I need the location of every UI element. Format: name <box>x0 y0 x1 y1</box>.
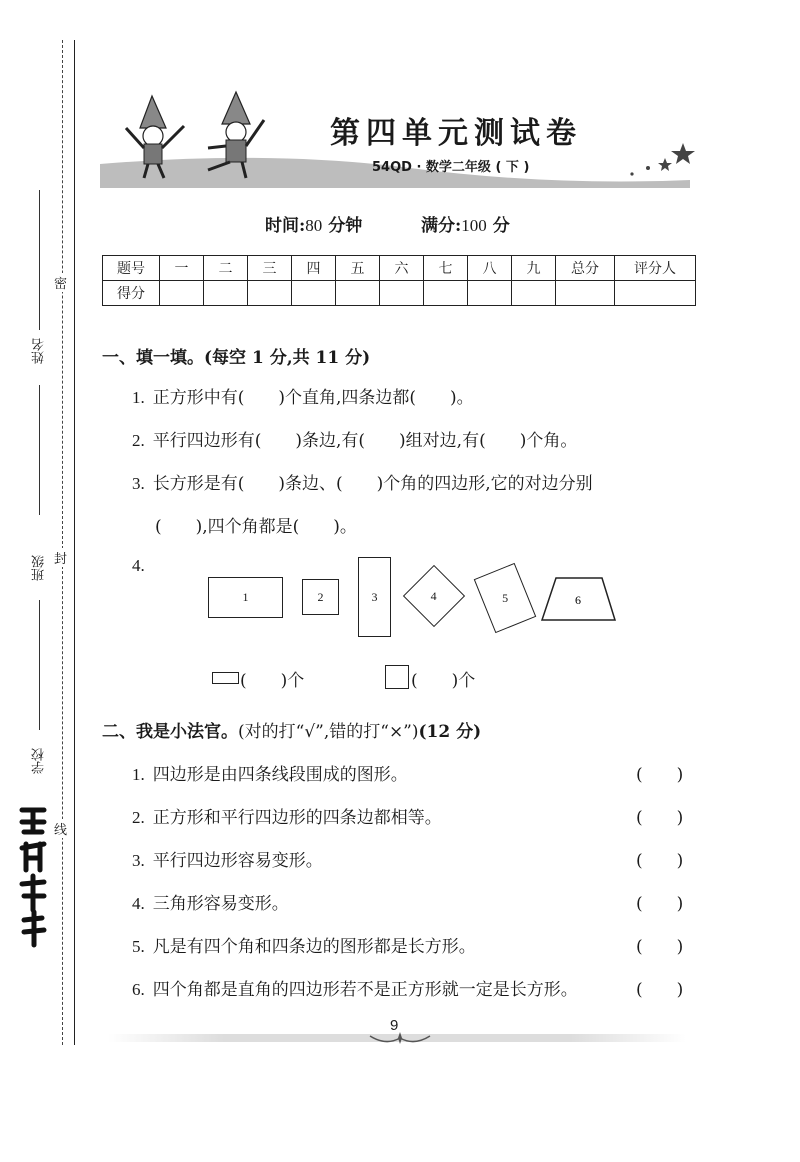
question-1-2: 2. 平行四边形有( )条边,有( )组对边,有( )个角。 <box>132 431 578 451</box>
judge-answer-5[interactable]: ( ) <box>636 937 684 957</box>
binding-line <box>74 40 75 1045</box>
table-header-cell: 九 <box>512 256 556 281</box>
score-cell[interactable] <box>380 281 424 306</box>
score-cell[interactable] <box>615 281 696 306</box>
table-header-cell: 六 <box>380 256 424 281</box>
star-icon <box>630 143 695 176</box>
table-header-cell: 八 <box>468 256 512 281</box>
judge-item-3: 3. 平行四边形容易变形。 <box>132 851 323 871</box>
shape-rectangle-3: 3 <box>358 557 391 637</box>
school-label: 学校 <box>32 748 47 774</box>
judge-item-5: 5. 凡是有四个角和四条边的图形都是长方形。 <box>132 937 476 957</box>
judge-answer-2[interactable]: ( ) <box>636 808 684 828</box>
exam-full-score: 满分:100 分 <box>421 216 510 236</box>
table-row <box>103 281 696 306</box>
score-cell[interactable] <box>336 281 380 306</box>
score-cell[interactable] <box>204 281 248 306</box>
question-1-1: 1. 正方形中有( )个直角,四条边都( )。 <box>132 388 474 408</box>
judge-item-2: 2. 正方形和平行四边形的四条边都相等。 <box>132 808 442 828</box>
question-1-3-continued: ( ),四个角都是( )。 <box>155 517 357 537</box>
answer-square-count: ( )个 <box>411 671 476 691</box>
shape-rectangle-1: 1 <box>208 577 283 618</box>
question-1-4: 4. <box>132 556 145 575</box>
judge-item-6: 6. 四个角都是直角的四边形若不是正方形就一定是长方形。 <box>132 980 578 1000</box>
binding-dashed-line <box>62 40 63 1045</box>
table-header-cell: 一 <box>160 256 204 281</box>
page-number: 9 <box>390 1017 399 1034</box>
table-header-cell: 三 <box>248 256 292 281</box>
name-label: 姓名 <box>32 338 47 364</box>
table-header-cell: 二 <box>204 256 248 281</box>
name-field[interactable] <box>39 190 40 330</box>
table-row <box>103 256 696 281</box>
svg-text:6: 6 <box>575 593 581 607</box>
judge-answer-1[interactable]: ( ) <box>636 765 684 785</box>
score-cell[interactable] <box>248 281 292 306</box>
table-header-cell: 题号 <box>103 256 160 281</box>
table-header-cell: 四 <box>292 256 336 281</box>
score-table <box>102 255 696 306</box>
judge-item-1: 1. 四边形是由四条线段围成的图形。 <box>132 765 408 785</box>
brand-logo <box>14 800 52 950</box>
table-header-cell: 五 <box>336 256 380 281</box>
footer-ornament-icon <box>368 1030 432 1048</box>
seal-feng-char: 封 <box>54 548 67 567</box>
page-title: 第四单元测试卷 <box>330 116 582 151</box>
name-field-extension <box>39 385 40 515</box>
score-cell[interactable] <box>160 281 204 306</box>
judge-answer-4[interactable]: ( ) <box>636 894 684 914</box>
shape-diamond-4: 4 <box>403 565 465 627</box>
class-field[interactable] <box>39 600 40 730</box>
table-header-cell: 总分 <box>556 256 615 281</box>
section-1-title: 一、填一填。(每空 1 分,共 11 分) <box>102 348 371 368</box>
seal-mi-char: 密 <box>54 273 67 292</box>
question-1-3: 3. 长方形是有( )条边、( )个角的四边形,它的对边分别 <box>132 474 593 494</box>
shape-square-2: 2 <box>302 579 339 615</box>
shape-tilted-rectangle-5: 5 <box>474 563 537 633</box>
page-subtitle: 54QD · 数学二年级 ( 下 ) <box>372 160 530 175</box>
table-header-cell: 评分人 <box>615 256 696 281</box>
judge-item-4: 4. 三角形容易变形。 <box>132 894 289 914</box>
score-cell[interactable] <box>468 281 512 306</box>
table-row-label: 得分 <box>103 281 160 306</box>
exam-time: 时间:80 分钟 <box>265 216 363 236</box>
judge-answer-3[interactable]: ( ) <box>636 851 684 871</box>
small-square-icon <box>385 665 409 689</box>
small-rectangle-icon <box>212 672 239 684</box>
section-2-title: 二、我是小法官。(对的打“√”,错的打“×”)(12 分) <box>102 722 482 742</box>
judge-answer-6[interactable]: ( ) <box>636 980 684 1000</box>
score-cell[interactable] <box>512 281 556 306</box>
answer-rectangle-count: ( )个 <box>240 671 305 691</box>
class-label: 班级 <box>32 555 47 581</box>
table-header-cell: 七 <box>424 256 468 281</box>
score-cell[interactable] <box>292 281 336 306</box>
score-cell[interactable] <box>424 281 468 306</box>
seal-xian-char: 线 <box>54 819 67 838</box>
shape-trapezoid-6 <box>540 576 618 622</box>
score-cell[interactable] <box>556 281 615 306</box>
